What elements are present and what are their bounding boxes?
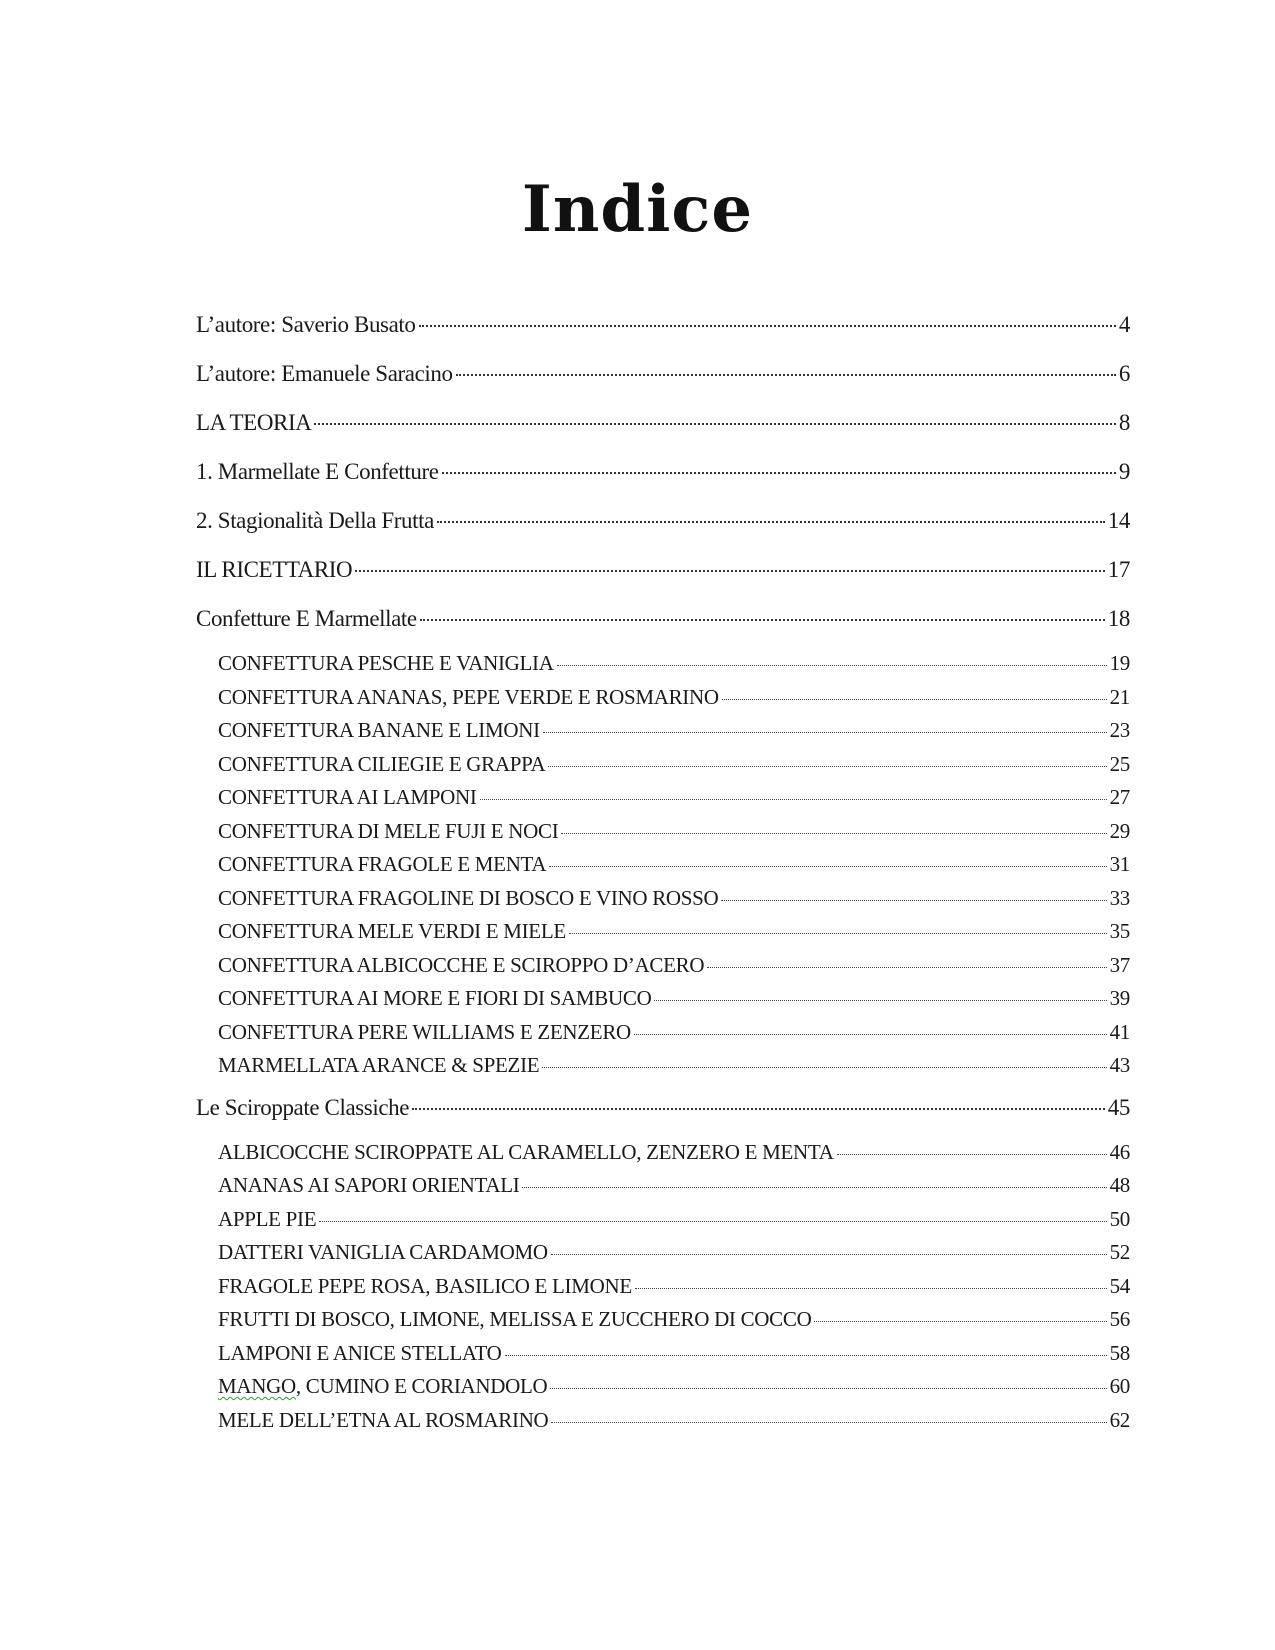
dot-leader	[505, 1355, 1107, 1356]
toc-entry-page: 37	[1109, 952, 1130, 977]
dot-leader	[437, 521, 1105, 523]
toc-entry-page: 27	[1109, 785, 1130, 809]
toc-entry-label: CONFETTURA FRAGOLINE DI BOSCO E VINO ROSSO	[218, 885, 719, 910]
toc-subentry[interactable]	[196, 1016, 1130, 1050]
dot-leader	[722, 699, 1107, 700]
toc-entry-page: 6	[1118, 361, 1130, 386]
toc-entry-page: 46	[1109, 1139, 1130, 1164]
dot-leader	[319, 1221, 1106, 1222]
dot-leader	[522, 1187, 1106, 1188]
toc-subentry[interactable]	[196, 1203, 1130, 1237]
toc-entry-page: 56	[1109, 1307, 1130, 1331]
toc-entry-label: CONFETTURA BANANE E LIMONI	[218, 718, 540, 742]
dot-leader	[549, 866, 1106, 867]
dot-leader	[419, 325, 1116, 327]
toc-entry[interactable]	[196, 300, 1130, 349]
dot-leader	[420, 619, 1105, 621]
toc-subentry[interactable]	[196, 982, 1130, 1016]
toc-subentry[interactable]	[196, 1404, 1130, 1438]
dot-leader	[634, 1034, 1107, 1035]
dot-leader	[542, 1067, 1106, 1068]
dot-leader	[707, 967, 1106, 968]
toc-entry-label	[218, 1370, 547, 1404]
dot-leader	[543, 732, 1107, 733]
toc-entry-label: 1. Marmellate E Confetture	[196, 459, 439, 484]
toc-entry-label: IL RICETTARIO	[196, 557, 353, 582]
toc-entry-label: CONFETTURA FRAGOLE E MENTA	[218, 852, 547, 876]
toc-entry[interactable]	[196, 594, 1130, 643]
toc-entry-page: 25	[1109, 751, 1130, 776]
toc-subentry[interactable]	[196, 748, 1130, 782]
dot-leader	[721, 900, 1106, 901]
dot-leader	[480, 799, 1107, 800]
page-title: Indice	[521, 172, 754, 247]
toc-entry[interactable]	[196, 1083, 1130, 1132]
toc-entry-label: CONFETTURA AI LAMPONI	[218, 785, 477, 809]
toc-entry-label: FRUTTI DI BOSCO, LIMONE, MELISSA E ZUCCHERO DI COCCO	[218, 1307, 812, 1331]
toc-entry-label: APPLE PIE	[218, 1206, 317, 1231]
toc-entry-label: Le Sciroppate Classiche	[196, 1094, 410, 1120]
toc-entry-label: CONFETTURA ANANAS, PEPE VERDE E ROSMARINO	[218, 684, 719, 709]
dot-leader	[314, 423, 1115, 425]
toc-entry-page: 31	[1109, 852, 1130, 876]
toc-entry[interactable]	[196, 545, 1130, 594]
dot-leader	[442, 472, 1116, 474]
toc-subentry[interactable]	[196, 1169, 1130, 1203]
toc-entry[interactable]	[196, 447, 1130, 496]
toc-entry-label: ANANAS AI SAPORI ORIENTALI	[218, 1173, 520, 1197]
toc-entry-page: 33	[1109, 885, 1130, 910]
toc-entry-label: CONFETTURA MELE VERDI E MIELE	[218, 919, 566, 943]
spellcheck-underlined-word: MANGO	[218, 1374, 296, 1398]
dot-leader	[551, 1254, 1107, 1255]
toc-entry-page: 54	[1109, 1273, 1130, 1298]
toc-subentry[interactable]	[196, 882, 1130, 916]
toc-entry-label: ALBICOCCHE SCIROPPATE AL CARAMELLO, ZENZERO E MENTA	[218, 1139, 834, 1164]
dot-leader	[550, 1388, 1106, 1389]
toc-entry-page: 58	[1109, 1340, 1130, 1365]
toc-entry-page: 62	[1109, 1407, 1130, 1432]
toc-entry-page: 23	[1109, 718, 1130, 742]
toc-entry-page: 43	[1109, 1053, 1130, 1077]
toc-subentry[interactable]	[196, 1303, 1130, 1337]
toc-entry-page: 9	[1118, 459, 1130, 484]
toc-entry-label: L’autore: Emanuele Saracino	[196, 361, 453, 386]
dot-leader	[456, 374, 1116, 376]
toc-entry-page: 21	[1109, 684, 1130, 709]
toc-subentry[interactable]	[196, 714, 1130, 748]
table-of-contents	[196, 300, 1130, 1437]
toc-entry-page: 52	[1109, 1240, 1130, 1264]
toc-entry-label: Confetture E Marmellate	[196, 606, 417, 631]
toc-entry-label: CONFETTURA PERE WILLIAMS E ZENZERO	[218, 1019, 631, 1044]
toc-entry-label: DATTERI VANIGLIA CARDAMOMO	[218, 1240, 548, 1264]
toc-subentry[interactable]	[196, 1270, 1130, 1304]
toc-entry-label: LA TEORIA	[196, 410, 312, 435]
toc-subentry[interactable]	[196, 1136, 1130, 1170]
toc-entry[interactable]	[196, 496, 1130, 545]
toc-entry-page: 4	[1118, 312, 1130, 337]
toc-entry-label: LAMPONI E ANICE STELLATO	[218, 1340, 502, 1365]
toc-entry-label-rest: , CUMINO E CORIANDOLO	[295, 1374, 548, 1398]
toc-subentry[interactable]	[196, 781, 1130, 815]
toc-subentry[interactable]	[196, 1337, 1130, 1371]
dot-leader	[635, 1288, 1107, 1289]
toc-subentry[interactable]	[196, 647, 1130, 681]
toc-subentry[interactable]	[196, 681, 1130, 715]
dot-leader	[548, 766, 1106, 767]
toc-entry-label: CONFETTURA AI MORE E FIORI DI SAMBUCO	[218, 986, 652, 1010]
toc-entry-label: 2. Stagionalità Della Frutta	[196, 508, 434, 533]
toc-entry-page: 17	[1107, 557, 1130, 582]
toc-subentry[interactable]	[196, 1049, 1130, 1083]
toc-subentry[interactable]	[196, 848, 1130, 882]
toc-entry-label: L’autore: Saverio Busato	[196, 312, 416, 337]
toc-entry-page: 19	[1109, 651, 1130, 675]
toc-entry-label: MELE DELL’ETNA AL ROSMARINO	[218, 1407, 549, 1432]
toc-entry-label: CONFETTURA PESCHE E VANIGLIA	[218, 651, 554, 675]
toc-entry-page: 60	[1109, 1374, 1130, 1398]
toc-entry-page: 18	[1107, 606, 1130, 631]
toc-entry-label: CONFETTURA DI MELE FUJI E NOCI	[218, 818, 559, 843]
toc-entry-label: MARMELLATA ARANCE & SPEZIE	[218, 1053, 540, 1077]
toc-entry-page: 8	[1118, 410, 1130, 435]
toc-entry-page: 48	[1109, 1173, 1130, 1197]
toc-entry-page: 45	[1107, 1094, 1130, 1120]
dot-leader	[557, 665, 1107, 666]
toc-entry-page: 50	[1109, 1206, 1130, 1231]
toc-entry[interactable]	[196, 398, 1130, 447]
toc-entry[interactable]	[196, 349, 1130, 398]
toc-subentry[interactable]	[196, 815, 1130, 849]
dot-leader	[654, 1000, 1106, 1001]
toc-entry-label: CONFETTURA CILIEGIE E GRAPPA	[218, 751, 546, 776]
dot-leader	[561, 833, 1106, 834]
toc-subentry[interactable]	[196, 949, 1130, 983]
toc-entry-page: 14	[1107, 508, 1130, 533]
toc-entry-page: 39	[1109, 986, 1130, 1010]
dot-leader	[355, 570, 1105, 572]
toc-entry-label: CONFETTURA ALBICOCCHE E SCIROPPO D’ACERO	[218, 952, 705, 977]
toc-entry-page: 29	[1109, 818, 1130, 843]
toc-entry-page: 41	[1109, 1019, 1130, 1044]
dot-leader	[814, 1321, 1106, 1322]
toc-subentry[interactable]	[196, 1236, 1130, 1270]
toc-entry-label: FRAGOLE PEPE ROSA, BASILICO E LIMONE	[218, 1273, 632, 1298]
dot-leader	[837, 1154, 1107, 1155]
toc-entry-page: 35	[1109, 919, 1130, 943]
dot-leader	[569, 933, 1107, 934]
toc-subentry[interactable]	[196, 915, 1130, 949]
toc-subentry[interactable]	[196, 1370, 1130, 1404]
dot-leader	[412, 1108, 1105, 1110]
dot-leader	[551, 1422, 1106, 1423]
